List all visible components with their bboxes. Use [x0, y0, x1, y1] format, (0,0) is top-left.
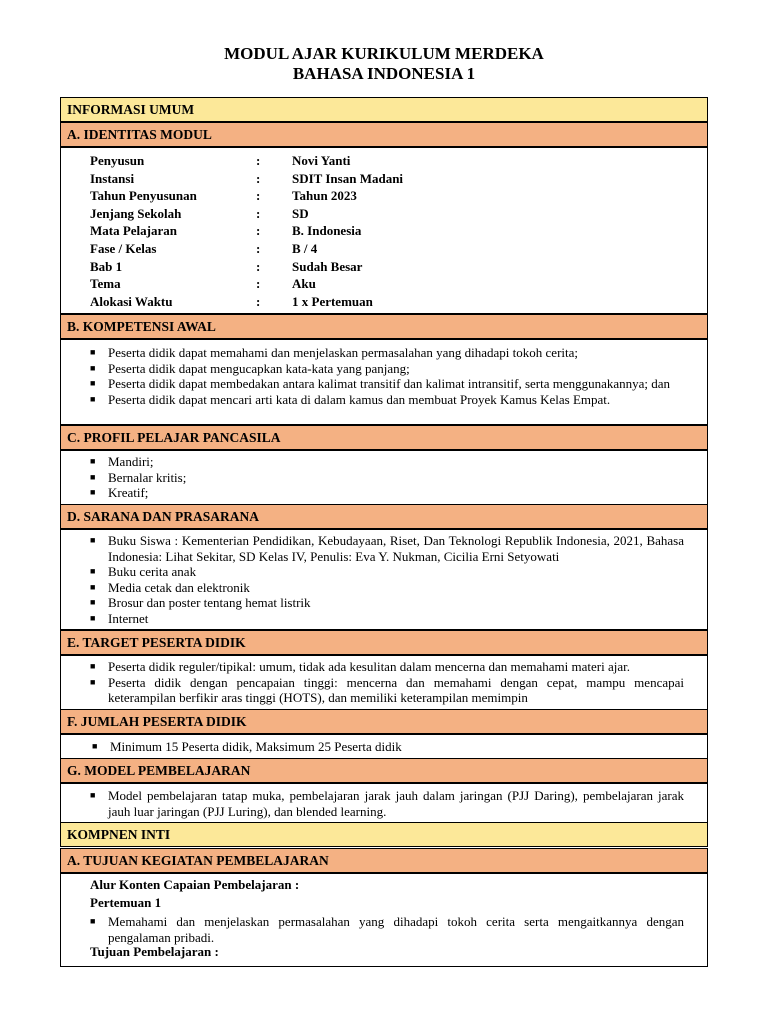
section-model-pembelajaran: G. MODEL PEMBELAJARAN: [60, 758, 708, 783]
section-sarana-prasarana: D. SARANA DAN PRASARANA: [60, 504, 708, 529]
identitas-colon: :: [256, 153, 261, 168]
identitas-label: Jenjang Sekolah: [90, 205, 182, 221]
identitas-colon: :: [256, 276, 261, 292]
list-item-text: Minimum 15 Peserta didik, Maksimum 25 Peserta didik: [110, 739, 402, 754]
identitas-value: Sudah Besar: [292, 258, 363, 274]
list-item-text: Peserta didik dapat mengucapkan kata-kata yang panjang;: [108, 360, 410, 376]
list-item-text: Peserta didik reguler/tipikal: umum, tidak ada kesulitan dalam mencerna dan memahami materi ajar.: [108, 659, 630, 674]
list-item: [90, 564, 684, 580]
identitas-label: Bab 1: [90, 258, 123, 274]
identitas-label: Tahun Penyusunan: [90, 188, 197, 204]
bullet-icon: ■: [90, 676, 96, 687]
bullet-icon: ■: [90, 790, 96, 800]
document-title: MODUL AJAR KURIKULUM MERDEKA: [224, 44, 544, 63]
model-list: [90, 788, 684, 819]
identitas-colon: :: [256, 258, 261, 274]
bullet-icon: ■: [90, 661, 96, 671]
list-item-text: Kreatif;: [108, 485, 149, 500]
document-subtitle: BAHASA INDONESIA 1: [292, 64, 476, 83]
list-item-text: Mandiri;: [108, 454, 154, 469]
identitas-label: Tema: [90, 276, 121, 292]
list-item-text: Memahami dan menjelaskan permasalahan yang dihadapi tokoh cerita serta mengaitkannya dengan pengalaman pribadi.: [108, 914, 684, 945]
bullet-icon: ■: [90, 362, 96, 373]
list-item: [90, 485, 684, 501]
list-item: [90, 533, 684, 564]
target-list: [90, 659, 684, 706]
identitas-colon: :: [256, 170, 261, 186]
list-item: [90, 659, 684, 675]
pertemuan-label: Pertemuan 1: [90, 895, 162, 910]
section-tujuan-kegiatan: A. TUJUAN KEGIATAN PEMBELAJARAN: [60, 848, 708, 873]
list-item-text: Peserta didik dapat memahami dan menjelaskan permasalahan yang dihadapi tokoh cerita;: [108, 345, 578, 360]
bullet-icon: ■: [90, 581, 96, 592]
identitas-label: Alokasi Waktu: [90, 293, 173, 309]
identitas-value: SD: [292, 205, 309, 221]
list-item-text: Internet: [108, 610, 149, 626]
bullet-icon: ■: [92, 741, 98, 751]
bullet-icon: ■: [90, 378, 96, 388]
identitas-label: Mata Pelajaran: [90, 223, 178, 239]
list-item: [90, 345, 684, 361]
list-item: [90, 595, 684, 611]
bullet-icon: ■: [90, 597, 96, 607]
identitas-value: Aku: [292, 276, 316, 292]
list-item-text: Buku cerita anak: [108, 564, 197, 579]
jumlah-list: [92, 739, 686, 755]
identitas-colon: :: [256, 223, 261, 239]
section-identitas-modul: A. IDENTITAS MODUL: [60, 122, 708, 147]
list-item-text: Bernalar kritis;: [108, 469, 187, 485]
list-item-text: Buku Siswa : Kementerian Pendidikan, Kebudayaan, Riset, Dan Teknologi Republik Indonesia, 2021, Bahasa Indonesia: Lihat Sekitar, SD Kelas IV, Penulis: Eva Y. Nukman, Cicilia Erni Setyowati: [108, 533, 684, 564]
identitas-value: 1 x Pertemuan: [292, 293, 373, 309]
bullet-icon: ■: [90, 347, 96, 357]
list-item: [90, 914, 684, 945]
list-item: [90, 470, 684, 486]
list-item-text: Peserta didik dengan pencapaian tinggi: mencerna dan memahami dengan cepat, mampu mencapai keterampilan berfikir aras tinggi (HOTS), dan memiliki keterampilan memimpin: [108, 674, 684, 705]
section-profil-pelajar: C. PROFIL PELAJAR PANCASILA: [60, 425, 708, 450]
list-item: [90, 392, 684, 408]
list-item: [90, 580, 684, 596]
bullet-icon: ■: [90, 393, 96, 404]
list-item-text: Media cetak dan elektronik: [108, 579, 250, 595]
identitas-label: Penyusun: [90, 153, 145, 168]
tujuan-pembelajaran-label: Tujuan Pembelajaran :: [90, 944, 219, 959]
identitas-label: Fase / Kelas: [90, 241, 157, 256]
identitas-colon: :: [256, 205, 261, 221]
list-item: [90, 454, 684, 470]
list-item-text: Brosur dan poster tentang hemat listrik: [108, 595, 311, 610]
list-item-text: Model pembelajaran tatap muka, pembelajaran jarak jauh dalam jaringan (PJJ Daring), pembelajaran jarak jauh luar jaringan (PJJ Luring), dan blended learning.: [108, 788, 684, 819]
section-informasi-umum: INFORMASI UMUM: [60, 97, 708, 122]
identitas-value: B. Indonesia: [292, 223, 362, 239]
sarana-list: [90, 533, 684, 626]
kompetensi-awal-list: [90, 345, 684, 407]
section-komponen-inti: KOMPNEN INTI: [60, 822, 708, 847]
bullet-icon: ■: [90, 535, 96, 545]
identitas-value: Novi Yanti: [292, 153, 351, 168]
list-item: [90, 611, 684, 627]
list-item-text: Peserta didik dapat mencari arti kata di dalam kamus dan membuat Proyek Kamus Kelas Empat.: [108, 391, 611, 407]
alur-konten-label: Alur Konten Capaian Pembelajaran :: [90, 877, 300, 892]
bullet-icon: ■: [90, 456, 96, 466]
list-item: [90, 675, 684, 706]
bullet-icon: ■: [90, 487, 96, 497]
bullet-icon: ■: [90, 566, 96, 576]
identitas-value: SDIT Insan Madani: [292, 170, 404, 186]
list-item: [90, 361, 684, 377]
identitas-value: Tahun 2023: [292, 188, 357, 204]
list-item: [90, 376, 684, 392]
bullet-icon: ■: [90, 916, 96, 926]
section-kompetensi-awal: B. KOMPETENSI AWAL: [60, 314, 708, 339]
bullet-icon: ■: [90, 471, 96, 482]
identitas-label: Instansi: [90, 170, 135, 186]
section-jumlah-peserta: F. JUMLAH PESERTA DIDIK: [60, 709, 708, 734]
list-item: [90, 788, 684, 819]
identitas-colon: :: [256, 293, 261, 309]
list-item: [92, 739, 686, 755]
list-item-text: Peserta didik dapat membedakan antara kalimat transitif dan kalimat intransitif, serta menggunakannya; dan: [108, 376, 671, 391]
identitas-colon: :: [256, 188, 261, 204]
section-target-peserta: E. TARGET PESERTA DIDIK: [60, 630, 708, 655]
identitas-value: B / 4: [292, 241, 318, 256]
identitas-colon: :: [256, 241, 261, 256]
tujuan-list: [90, 914, 684, 945]
bullet-icon: ■: [90, 612, 96, 623]
profil-list: [90, 454, 684, 501]
